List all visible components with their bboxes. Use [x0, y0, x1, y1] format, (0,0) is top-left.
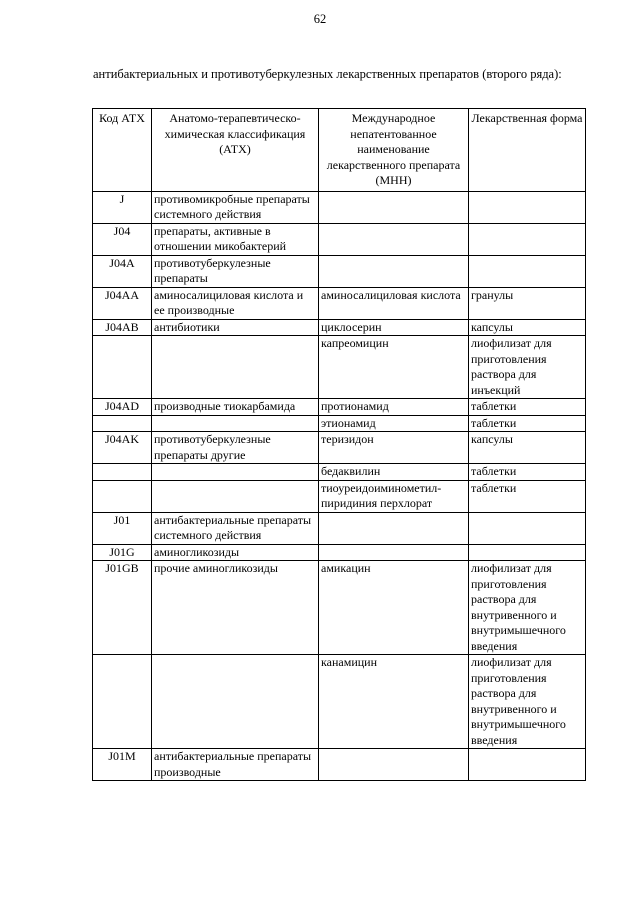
- cell-inn: канамицин: [319, 655, 469, 749]
- cell-form: капсулы: [469, 432, 586, 464]
- cell-form: таблетки: [469, 415, 586, 432]
- cell-inn: теризидон: [319, 432, 469, 464]
- cell-classification: аминосалициловая кислота и ее производные: [152, 287, 319, 319]
- cell-form: лиофилизат для приготовления раствора для внутривенного и внутримышечного введения: [469, 655, 586, 749]
- cell-code: [93, 480, 152, 512]
- cell-classification: противотуберкулезные препараты другие: [152, 432, 319, 464]
- cell-form: лиофилизат для приготовления раствора для внутривенного и внутримышечного введения: [469, 561, 586, 655]
- cell-classification: антибиотики: [152, 319, 319, 336]
- cell-code: J04A: [93, 255, 152, 287]
- cell-classification: препараты, активные в отношении микобактерий: [152, 223, 319, 255]
- cell-code: J01: [93, 512, 152, 544]
- cell-form: [469, 749, 586, 781]
- cell-classification: [152, 480, 319, 512]
- cell-form: [469, 223, 586, 255]
- table-row: [93, 336, 586, 399]
- cell-form: [469, 255, 586, 287]
- cell-inn: протионамид: [319, 399, 469, 416]
- atx-drug-table: [92, 108, 586, 781]
- cell-code: J01G: [93, 544, 152, 561]
- table-row: [93, 512, 586, 544]
- cell-code: [93, 415, 152, 432]
- cell-form: [469, 512, 586, 544]
- table-row: [93, 464, 586, 481]
- cell-code: J04AB: [93, 319, 152, 336]
- table-row: [93, 561, 586, 655]
- header-form: Лекарственная форма: [469, 109, 586, 192]
- table-row: [93, 255, 586, 287]
- cell-inn: [319, 749, 469, 781]
- cell-form: [469, 191, 586, 223]
- cell-code: [93, 464, 152, 481]
- cell-classification: антибактериальные препараты системного действия: [152, 512, 319, 544]
- cell-code: [93, 655, 152, 749]
- cell-form: таблетки: [469, 464, 586, 481]
- table-row: [93, 399, 586, 416]
- cell-classification: [152, 464, 319, 481]
- cell-code: J04AA: [93, 287, 152, 319]
- cell-form: капсулы: [469, 319, 586, 336]
- table-row: [93, 544, 586, 561]
- cell-inn: [319, 544, 469, 561]
- header-inn: Международное непатентованное наименование лекарственного препарата (МНН): [319, 109, 469, 192]
- cell-inn: [319, 255, 469, 287]
- cell-classification: противотуберкулезные препараты: [152, 255, 319, 287]
- cell-inn: [319, 223, 469, 255]
- table-row: [93, 287, 586, 319]
- cell-code: J04: [93, 223, 152, 255]
- cell-inn: капреомицин: [319, 336, 469, 399]
- cell-code: J01M: [93, 749, 152, 781]
- cell-form: таблетки: [469, 399, 586, 416]
- cell-classification: производные тиокарбамида: [152, 399, 319, 416]
- cell-inn: тиоуреидоиминометил-пиридиния перхлорат: [319, 480, 469, 512]
- table-row: [93, 432, 586, 464]
- cell-classification: антибактериальные препараты производные: [152, 749, 319, 781]
- cell-inn: аминосалициловая кислота: [319, 287, 469, 319]
- cell-classification: противомикробные препараты системного действия: [152, 191, 319, 223]
- page-number: 62: [313, 12, 327, 26]
- cell-classification: аминогликозиды: [152, 544, 319, 561]
- cell-form: лиофилизат для приготовления раствора для инъекций: [469, 336, 586, 399]
- cell-code: J04AK: [93, 432, 152, 464]
- cell-inn: [319, 512, 469, 544]
- cell-inn: бедаквилин: [319, 464, 469, 481]
- table-header-row: [93, 109, 586, 192]
- table-row: [93, 415, 586, 432]
- table-row: [93, 749, 586, 781]
- cell-code: J01GB: [93, 561, 152, 655]
- cell-form: [469, 544, 586, 561]
- table-row: [93, 480, 586, 512]
- cell-classification: [152, 336, 319, 399]
- table-row: [93, 655, 586, 749]
- cell-classification: [152, 415, 319, 432]
- cell-inn: [319, 191, 469, 223]
- cell-inn: амикацин: [319, 561, 469, 655]
- table-row: [93, 191, 586, 223]
- header-code: Код АТХ: [93, 109, 152, 192]
- table-row: [93, 319, 586, 336]
- cell-classification: прочие аминогликозиды: [152, 561, 319, 655]
- cell-form: гранулы: [469, 287, 586, 319]
- cell-form: таблетки: [469, 480, 586, 512]
- table-body: [93, 191, 586, 781]
- cell-code: [93, 336, 152, 399]
- intro-paragraph: антибактериальных и противотуберкулезных лекарственных препаратов (второго ряда):: [93, 67, 562, 81]
- header-classification: Анатомо-терапевтическо-химическая классификация (АТХ): [152, 109, 319, 192]
- table-row: [93, 223, 586, 255]
- cell-code: J04AD: [93, 399, 152, 416]
- cell-code: J: [93, 191, 152, 223]
- cell-inn: циклосерин: [319, 319, 469, 336]
- cell-classification: [152, 655, 319, 749]
- cell-inn: этионамид: [319, 415, 469, 432]
